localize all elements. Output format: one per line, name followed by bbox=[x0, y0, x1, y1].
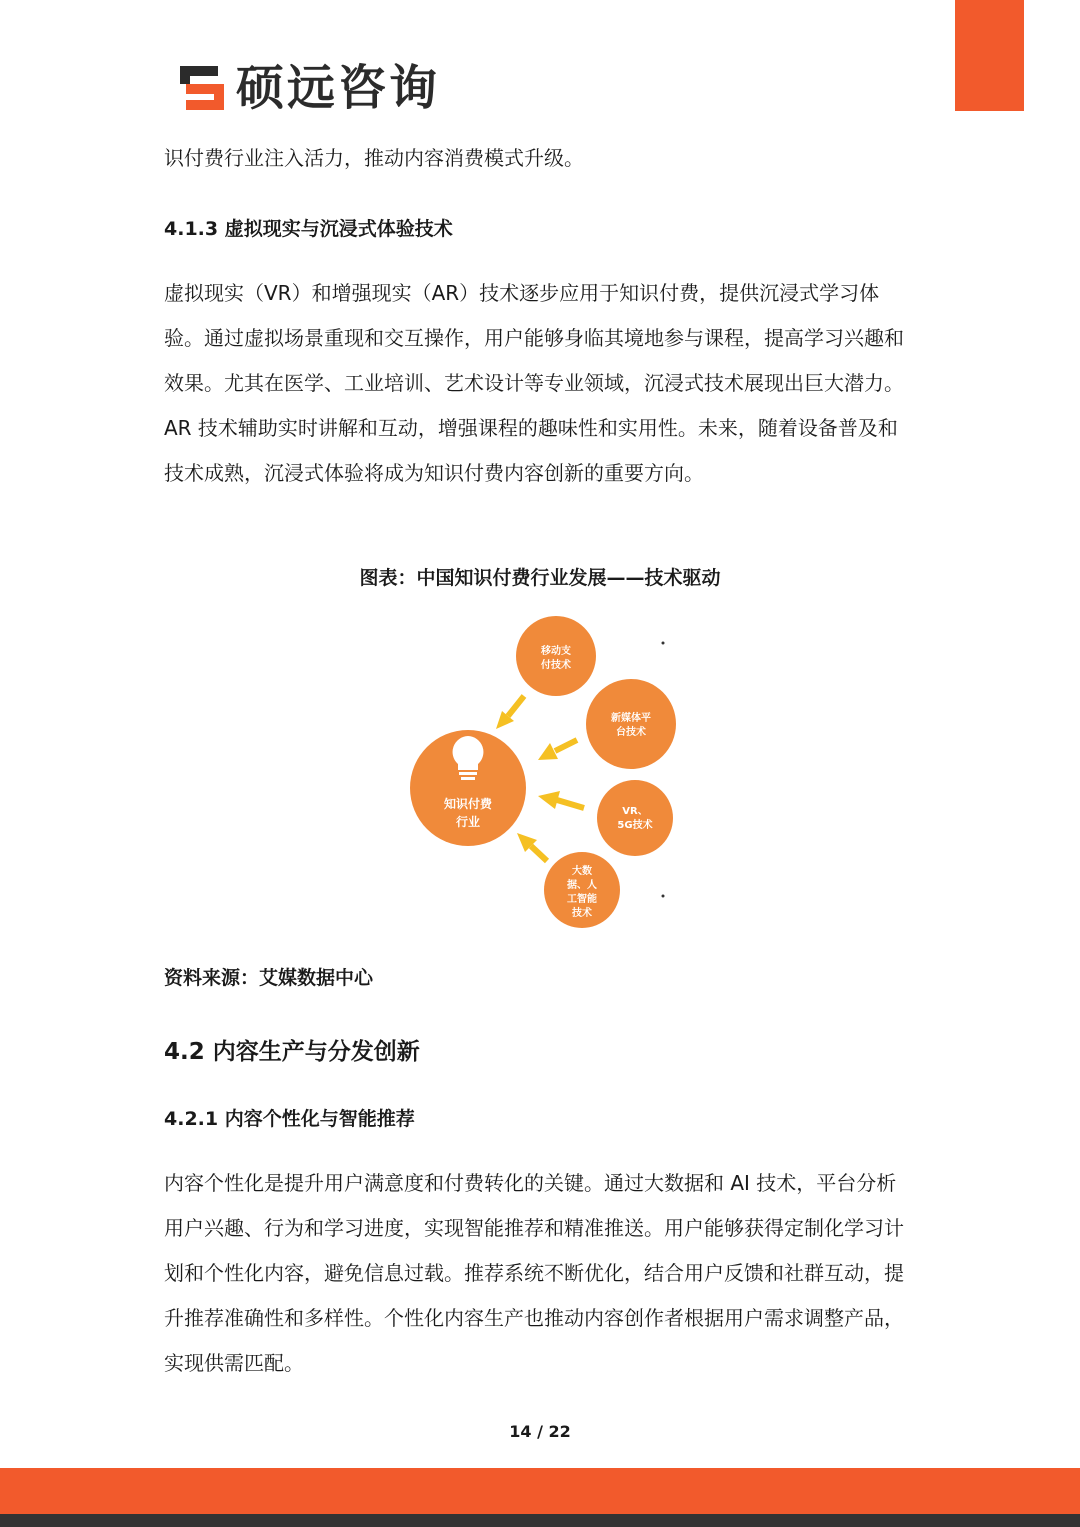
center-label-line1: 知识付费 bbox=[443, 797, 493, 811]
center-label-line2: 行业 bbox=[455, 815, 481, 829]
page-number: 14 / 22 bbox=[509, 1422, 571, 1441]
node-big-data-ai-line4: 技术 bbox=[572, 908, 592, 919]
node-big-data-ai-line1: 大数 bbox=[572, 866, 592, 877]
corner-accent-block bbox=[955, 0, 1024, 111]
node-new-media-line1: 新媒体平 bbox=[611, 713, 651, 724]
node-big-data-ai-line3: 工智能 bbox=[567, 894, 597, 905]
node-mobile-payment-line1: 移动支 bbox=[541, 646, 571, 657]
brand-logo bbox=[176, 58, 440, 118]
section-4-1-3-paragraph: 虚拟现实（VR）和增强现实（AR）技术逐步应用于知识付费，提供沉浸式学习体验。通过虚拟场景重现和交互操作，用户能够身临其境地参与课程，提高学习兴趣和效果。尤其在医学、工业培训、艺术设计等专业领域，沉浸式技术展现出巨大潜力。AR 技术辅助实时讲解和互动，增强课程的趣味性和实用性。未来，随着设备普及和技术成熟，沉浸式体验将成为知识付费内容创新的重要方向。 bbox=[164, 281, 904, 485]
figure-source: 资料来源：艾媒数据中心 bbox=[164, 967, 374, 989]
node-mobile-payment-line2: 付技术 bbox=[541, 660, 571, 671]
figure-caption: 图表：中国知识付费行业发展——技术驱动 bbox=[359, 567, 721, 589]
arrow-from-big-data-ai bbox=[517, 833, 547, 861]
decorative-dot bbox=[662, 895, 665, 898]
tech-driver-diagram bbox=[400, 612, 690, 934]
node-vr-5g-line1: VR、 bbox=[622, 806, 648, 817]
section-4-1-3-heading: 4.1.3 虚拟现实与沉浸式体验技术 bbox=[164, 218, 453, 240]
arrow-from-new-media bbox=[538, 740, 577, 760]
node-vr-5g bbox=[597, 780, 673, 856]
brand-mark-icon bbox=[176, 62, 228, 114]
node-new-media-line2: 台技术 bbox=[616, 727, 646, 738]
intro-line: 识付费行业注入活力，推动内容消费模式升级。 bbox=[164, 146, 584, 170]
node-new-media bbox=[586, 679, 676, 769]
arrow-from-mobile-payment bbox=[496, 696, 524, 729]
section-4-2-1-heading: 4.2.1 内容个性化与智能推荐 bbox=[164, 1108, 415, 1130]
footer-accent-bar bbox=[0, 1468, 1080, 1514]
brand-name: 硕远咨询 bbox=[236, 60, 441, 116]
arrow-from-vr-5g bbox=[538, 791, 584, 809]
node-vr-5g-line2: 5G技术 bbox=[617, 820, 653, 831]
section-4-2-heading: 4.2 内容生产与分发创新 bbox=[164, 1039, 420, 1065]
node-big-data-ai-line2: 据、人 bbox=[567, 880, 597, 891]
footer-dark-strip bbox=[0, 1514, 1080, 1527]
decorative-dot bbox=[662, 642, 665, 645]
section-4-2-1-paragraph: 内容个性化是提升用户满意度和付费转化的关键。通过大数据和 AI 技术，平台分析用户兴趣、行为和学习进度，实现智能推荐和精准推送。用户能够获得定制化学习计划和个性化内容，避免信息过载。推荐系统不断优化，结合用户反馈和社群互动，提升推荐准确性和多样性。个性化内容生产也推动内容创作者根据用户需求调整产品，实现供需匹配。 bbox=[164, 1171, 904, 1375]
